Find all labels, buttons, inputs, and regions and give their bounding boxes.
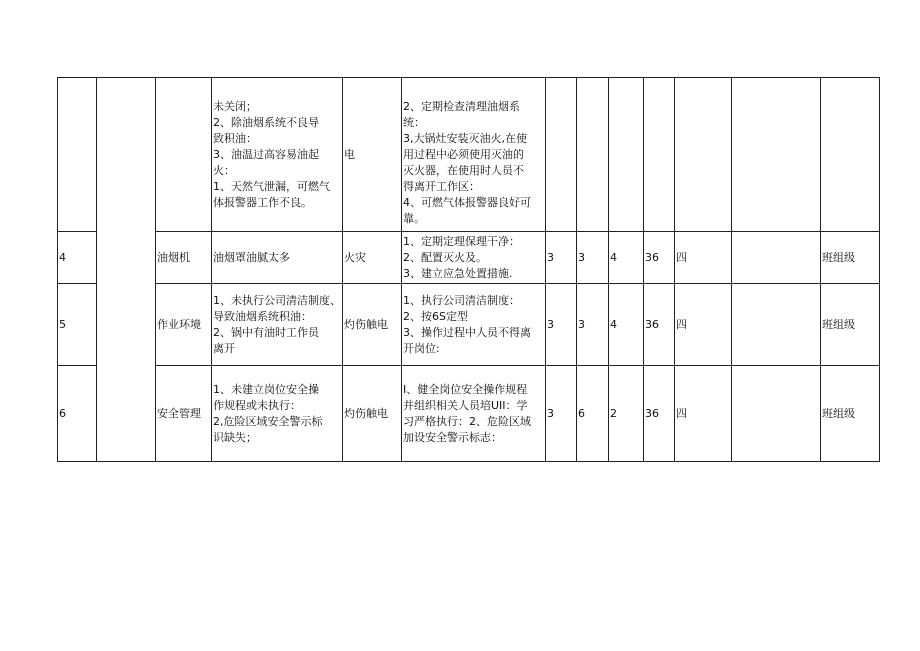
cause-line: 导致油烟系统积油： [213, 309, 312, 323]
cause-line: 未关闭； [213, 99, 257, 113]
measure-line: 统： [403, 115, 425, 129]
cell-d: 36 [644, 232, 675, 284]
cause-line: 1、天然气泄漏，可燃气 [213, 179, 330, 193]
cell-cause [212, 366, 343, 462]
cell-accident: 火灾 [343, 232, 402, 284]
cause-line: 离开 [213, 341, 235, 355]
cell-measures [402, 78, 546, 232]
cause-line: 火： [213, 163, 235, 177]
cause-line: 油烟罩油腻太多 [213, 250, 290, 264]
cell-item: 安全管理 [156, 366, 212, 462]
cell-category [97, 78, 156, 462]
cell-spacer [732, 366, 821, 462]
measure-line: 2、配置灭火及。 [403, 250, 487, 264]
cause-line: 致积油： [213, 131, 257, 145]
cell-e: 3 [577, 284, 609, 366]
cell-level: 四 [675, 232, 732, 284]
cell-accident: 灼伤触电 [343, 366, 402, 462]
cell-l: 3 [546, 232, 577, 284]
cell-accident: 电 [343, 78, 402, 232]
cell-no [58, 78, 97, 232]
cause-line: 2、除油烟系统不良导 [213, 115, 319, 129]
measure-line: 用过程中必须使用灭油的 [403, 147, 524, 161]
measure-line: 加设安全警示标志： [403, 430, 502, 444]
cell-responsibility [821, 78, 880, 232]
cell-cause [212, 232, 343, 284]
cell-c: 4 [609, 284, 644, 366]
cell-level: 四 [675, 284, 732, 366]
cell-spacer [732, 284, 821, 366]
cell-l: 3 [546, 366, 577, 462]
measure-line: 3、建立应急处置措施. [403, 266, 513, 280]
cell-accident: 灼伤触电 [343, 284, 402, 366]
cell-level: 四 [675, 366, 732, 462]
cell-d: 36 [644, 366, 675, 462]
cell-l: 3 [546, 284, 577, 366]
cell-d [644, 78, 675, 232]
measure-line: 并组织相关人员培UII：学 [403, 398, 528, 412]
cell-no: 4 [58, 232, 97, 284]
table-row [58, 284, 880, 366]
cause-line: 3、油温过高容易油起 [213, 147, 319, 161]
measure-line: 1、执行公司清洁制度： [403, 293, 520, 307]
cell-item: 油烟机 [156, 232, 212, 284]
cell-e: 3 [577, 232, 609, 284]
cell-item [156, 78, 212, 232]
measure-line: 4、可燃气体报警器良好可 [403, 195, 531, 209]
cell-e [577, 78, 609, 232]
cell-l [546, 78, 577, 232]
cause-line: 2,危险区域安全警示标 [213, 414, 323, 428]
measure-line: 靠。 [403, 211, 425, 225]
cause-line: 识缺失； [213, 430, 257, 444]
cause-line: 2、锅中有油时工作员 [213, 325, 319, 339]
measure-line: 3、操作过程中人员不得离 [403, 325, 531, 339]
cell-responsibility: 班组级 [821, 232, 880, 284]
cause-line: 1、未执行公司清洁制度、 [213, 293, 341, 307]
cell-c: 2 [609, 366, 644, 462]
cell-d: 36 [644, 284, 675, 366]
measure-line: 1、定期定理保理干净： [403, 234, 520, 248]
measure-line: 习严格执行：2、危险区域 [403, 414, 531, 428]
cell-responsibility: 班组级 [821, 284, 880, 366]
measure-line: 得离开工作区： [403, 179, 480, 193]
cell-item: 作业环境 [156, 284, 212, 366]
cause-line: 1、未建立岗位安全操 [213, 382, 319, 396]
cell-e: 6 [577, 366, 609, 462]
measure-line: 开岗位: [403, 341, 440, 355]
cell-spacer [732, 78, 821, 232]
cell-measures [402, 366, 546, 462]
cell-c: 4 [609, 232, 644, 284]
cell-cause [212, 284, 343, 366]
table-row [58, 78, 880, 232]
cell-measures [402, 284, 546, 366]
cell-responsibility: 班组级 [821, 366, 880, 462]
measure-line: 2、定期检查清理油烟系 [403, 99, 520, 113]
measure-line: I、健全岗位安全操作规程 [403, 382, 528, 396]
table-row [58, 232, 880, 284]
cell-no: 6 [58, 366, 97, 462]
cell-measures [402, 232, 546, 284]
cell-c [609, 78, 644, 232]
cell-spacer [732, 232, 821, 284]
cell-no: 5 [58, 284, 97, 366]
measure-line: 3,大锅灶安装灭油火,在使 [403, 131, 527, 145]
measure-line: 2、按6S定型 [403, 309, 468, 323]
table-row [58, 366, 880, 462]
cell-level [675, 78, 732, 232]
risk-assessment-table [57, 77, 880, 462]
cause-line: 作规程或未执行： [213, 398, 301, 412]
cause-line: 体报警器工作不良。 [213, 195, 312, 209]
cell-cause [212, 78, 343, 232]
measure-line: 灭火器，在使用时人员不 [403, 163, 524, 177]
